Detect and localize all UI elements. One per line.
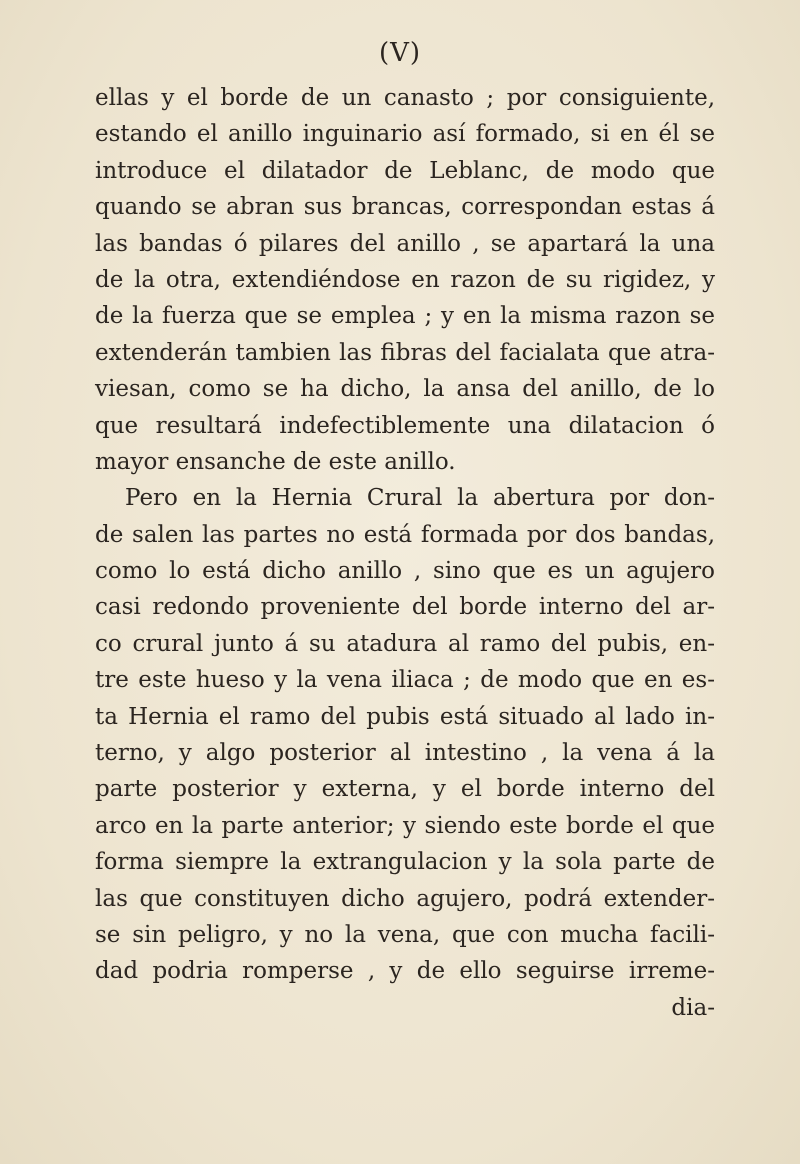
text-line: de salen las partes no está formada por dos bandas, [95,521,715,548]
text-line: arco en la parte anterior; y siendo este borde el que [95,812,715,839]
text-line: viesan, como se ha dicho, la ansa del anillo, de lo [95,376,715,403]
paragraph-start-line: Pero en la Hernia Crural la abertura por don- [125,485,715,512]
text-line: ellas y el borde de un canasto ; por consiguiente, [95,85,715,111]
text-line: que resultará indefectiblemente una dilatacion ó [95,412,715,439]
text-line: quando se abran sus brancas, correspondan estas á [95,194,715,221]
text-line: de la fuerza que se emplea ; y en la misma razon se [95,303,715,330]
text-line: se sin peligro, y no la vena, que con mucha facili- [95,921,715,948]
text-line: mayor ensanche de este anillo. [95,448,456,475]
text-line: las bandas ó pilares del anillo , se apartará la una [95,230,715,257]
page-text [95,80,715,1026]
catchword: dia- [671,994,715,1021]
text-line: extenderán tambien las fibras del facialata que atra- [95,339,715,366]
text-line: co crural junto á su atadura al ramo del pubis, en- [95,630,715,657]
page-number: (V) [378,38,422,68]
text-line: estando el anillo inguinario así formado, si en él se [95,121,715,148]
text-line: como lo está dicho anillo , sino que es un agujero [95,558,715,585]
text-line: forma siempre la extrangulacion y la sola parte de [95,849,715,876]
text-line: introduce el dilatador de Leblanc, de modo que [95,157,715,184]
text-line: ta Hernia el ramo del pubis está situado al lado in- [95,703,715,730]
text-line: parte posterior y externa, y el borde interno del [95,776,715,803]
text-line: las que constituyen dicho agujero, podrá extender- [95,885,715,912]
text-line: de la otra, extendiéndose en razon de su rigidez, y [95,266,715,293]
text-line: tre este hueso y la vena iliaca ; de modo que en es- [95,667,715,694]
text-line: terno, y algo posterior al intestino , la vena á la [95,740,715,767]
text-line: casi redondo proveniente del borde interno del ar- [95,594,715,621]
text-line: dad podria romperse , y de ello seguirse irreme- [95,958,715,985]
